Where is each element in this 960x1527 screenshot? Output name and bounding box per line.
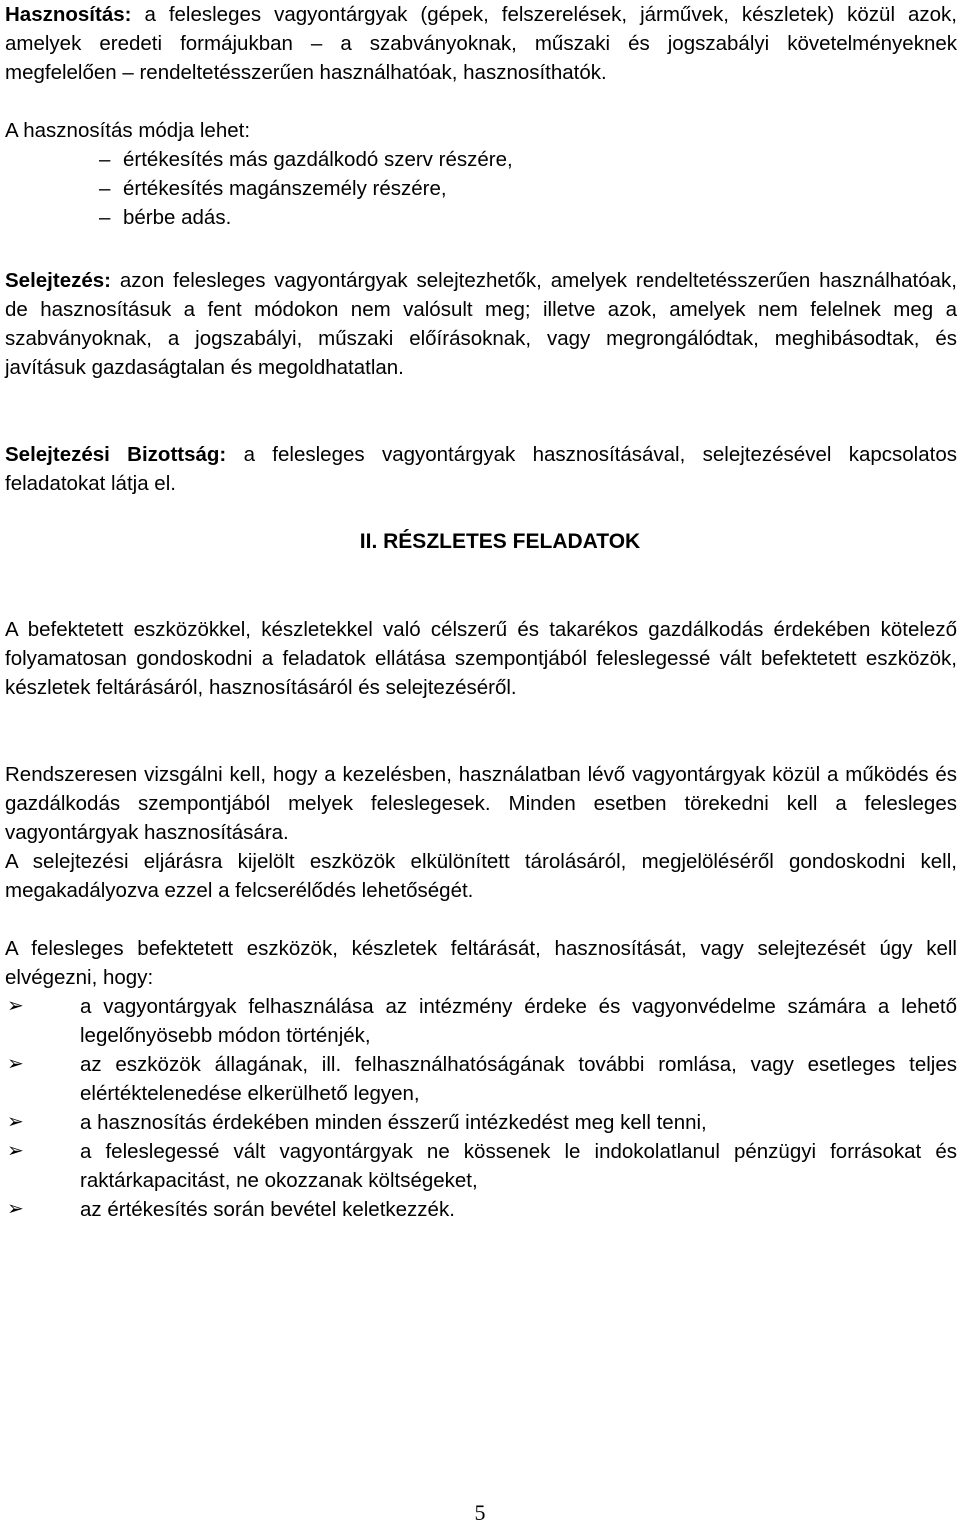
list-item: – értékesítés más gazdálkodó szerv részére, — [5, 145, 957, 174]
dash-bullet-icon: – — [99, 206, 111, 229]
hasznositas-modja-block — [5, 116, 957, 232]
paragraph-hasznositas — [5, 0, 957, 87]
paragraph-selejtezes — [5, 266, 957, 382]
paragraph-selejtezesi-bizottsag — [5, 440, 957, 498]
felesleges-eszkozok-block — [5, 934, 957, 1224]
page-number: 5 — [474, 1500, 486, 1525]
hasznositas-modja-intro: A hasznosítás módja lehet: — [5, 119, 251, 142]
paragraph-befektetett: A befektetett eszközökkel, készletekkel való célszerű és takarékos gazdálkodás érdekében kötelező folyamatosan gondoskodni a feladatok ellátása szempontjából feleslegessé vált befektetett eszközök, készletek feltárásáról, hasznosításáról és selejtezéséről. — [5, 618, 957, 699]
term-selejtezes: Selejtezés: — [5, 269, 111, 292]
list-item: ➢ a hasznosítás érdekében minden ésszerű intézkedést meg kell tenni, — [5, 1108, 957, 1137]
term-selejtezesi-bizottsag: Selejtezési Bizottság: — [5, 443, 227, 466]
list-item: – bérbe adás. — [5, 203, 957, 232]
arrow-bullet-icon: ➢ — [7, 995, 24, 1017]
arrow-bullet-icon: ➢ — [7, 1053, 24, 1075]
list-item: ➢ az értékesítés során bevétel keletkezzék. — [5, 1195, 957, 1224]
term-hasznositas: Hasznosítás: — [5, 3, 132, 26]
dash-bullet-icon: – — [99, 148, 111, 171]
felesleges-eszkozok-list — [5, 992, 957, 1224]
list-item: ➢ az eszközök állagának, ill. felhasználhatóságának további romlása, vagy esetleges teljes elértéktelenedése elkerülhető legyen, — [5, 1050, 957, 1108]
hasznositas-modja-list — [5, 145, 957, 232]
arrow-bullet-icon: ➢ — [7, 1198, 24, 1220]
definition-selejtezesi-bizottsag: a felesleges vagyontárgyak hasznosításával, selejtezésével kapcsolatos feladatokat látja el. — [5, 443, 957, 495]
list-item: ➢ a feleslegessé vált vagyontárgyak ne kössenek le indokolatlanul pénzügyi forrásokat és raktárkapacitást, ne okozzanak költségeket, — [5, 1137, 957, 1195]
paragraph-selejtezesi-eljaras: A selejtezési eljárásra kijelölt eszközök elkülönített tárolásáról, megjelöléséről gondoskodni kell, megakadályozva ezzel a felcserélődés lehetőségét. — [5, 850, 957, 902]
paragraph-rendszeresen: Rendszeresen vizsgálni kell, hogy a kezelésben, használatban lévő vagyontárgyak közül a működés és gazdálkodás szempontjából melyek feleslegesek. Minden esetben törekedni kell a felesleges vagyontárgyak hasznosítására. — [5, 763, 957, 844]
definition-hasznositas: a felesleges vagyontárgyak (gépek, felszerelések, járművek, készletek) közül azok, amelyek eredeti formájukban – a szabványoknak, műszaki és jogszabályi követelményeknek megfelelően – rendeltetésszerűen használhatóak, hasznosíthatók. — [5, 3, 957, 84]
section-heading: II. RÉSZLETES FELADATOK — [359, 530, 641, 553]
definition-selejtezes: azon felesleges vagyontárgyak selejtezhetők, amelyek rendeltetésszerűen használhatóak, de hasznosításuk a fent módokon nem valósult meg; illetve azok, amelyek nem felelnek meg a szabványoknak, a jogszabályi, műszaki előírásoknak, vagy megrongálódtak, meghibásodtak, és javításuk gazdaságtalan és megoldhatatlan. — [5, 269, 957, 379]
felesleges-eszkozok-intro: A felesleges befektetett eszközök, készletek feltárását, hasznosítását, vagy selejtezését úgy kell elvégezni, hogy: — [5, 937, 957, 989]
list-item: ➢ a vagyontárgyak felhasználása az intézmény érdeke és vagyonvédelme számára a lehető legelőnyösebb módon történjék, — [5, 992, 957, 1050]
dash-bullet-icon: – — [99, 177, 111, 200]
list-item: – értékesítés magánszemély részére, — [5, 174, 957, 203]
arrow-bullet-icon: ➢ — [7, 1140, 24, 1162]
arrow-bullet-icon: ➢ — [7, 1111, 24, 1133]
